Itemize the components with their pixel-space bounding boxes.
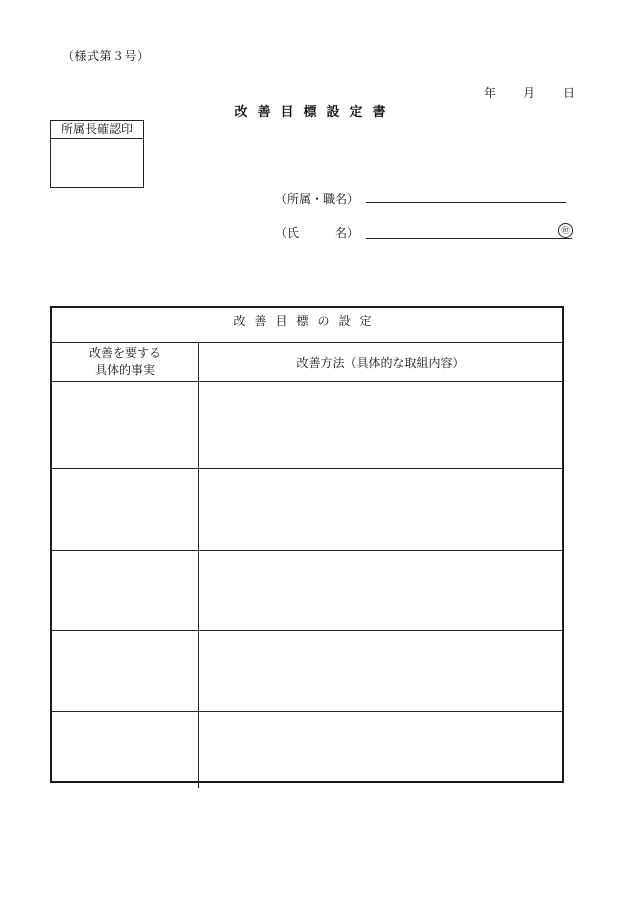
- facts-header-line2: 具体的事実: [94, 363, 155, 377]
- fact-cell[interactable]: [52, 551, 199, 630]
- table-row: [52, 469, 562, 551]
- name-label: （氏 名）: [275, 226, 360, 240]
- fact-cell[interactable]: [52, 712, 199, 788]
- form-number: （様式第３号）: [62, 49, 150, 63]
- facts-column-header: [52, 343, 199, 381]
- document-title: 改善目標設定書: [234, 105, 396, 120]
- stamp-box-label: 所属長確認印: [51, 121, 143, 139]
- affiliation-label: （所属・職名）: [275, 192, 360, 206]
- table-row: [52, 631, 562, 712]
- method-cell[interactable]: [199, 631, 562, 711]
- method-column-header: 改善方法（具体的な取組内容）: [296, 355, 465, 370]
- facts-header-line1: 改善を要する: [88, 346, 161, 360]
- name-field[interactable]: [366, 238, 572, 239]
- fact-cell[interactable]: [52, 382, 199, 468]
- seal-mark: ㊞: [558, 223, 573, 238]
- fact-cell[interactable]: [52, 469, 199, 550]
- table-title: 改善目標の設定: [52, 308, 562, 343]
- method-cell[interactable]: [199, 712, 562, 788]
- method-cell[interactable]: [199, 382, 562, 468]
- affiliation-field[interactable]: [366, 202, 566, 203]
- table-row: [52, 712, 562, 788]
- improvement-goal-table: [50, 306, 564, 783]
- method-cell[interactable]: [199, 551, 562, 630]
- table-row: [52, 382, 562, 469]
- date-day-label: 日: [563, 86, 576, 100]
- supervisor-stamp-box[interactable]: [50, 120, 144, 188]
- date-year-label: 年: [484, 86, 497, 100]
- fact-cell[interactable]: [52, 631, 199, 711]
- table-row: [52, 551, 562, 631]
- method-cell[interactable]: [199, 469, 562, 550]
- table-header-row: [52, 343, 562, 382]
- date-month-label: 月: [523, 86, 536, 100]
